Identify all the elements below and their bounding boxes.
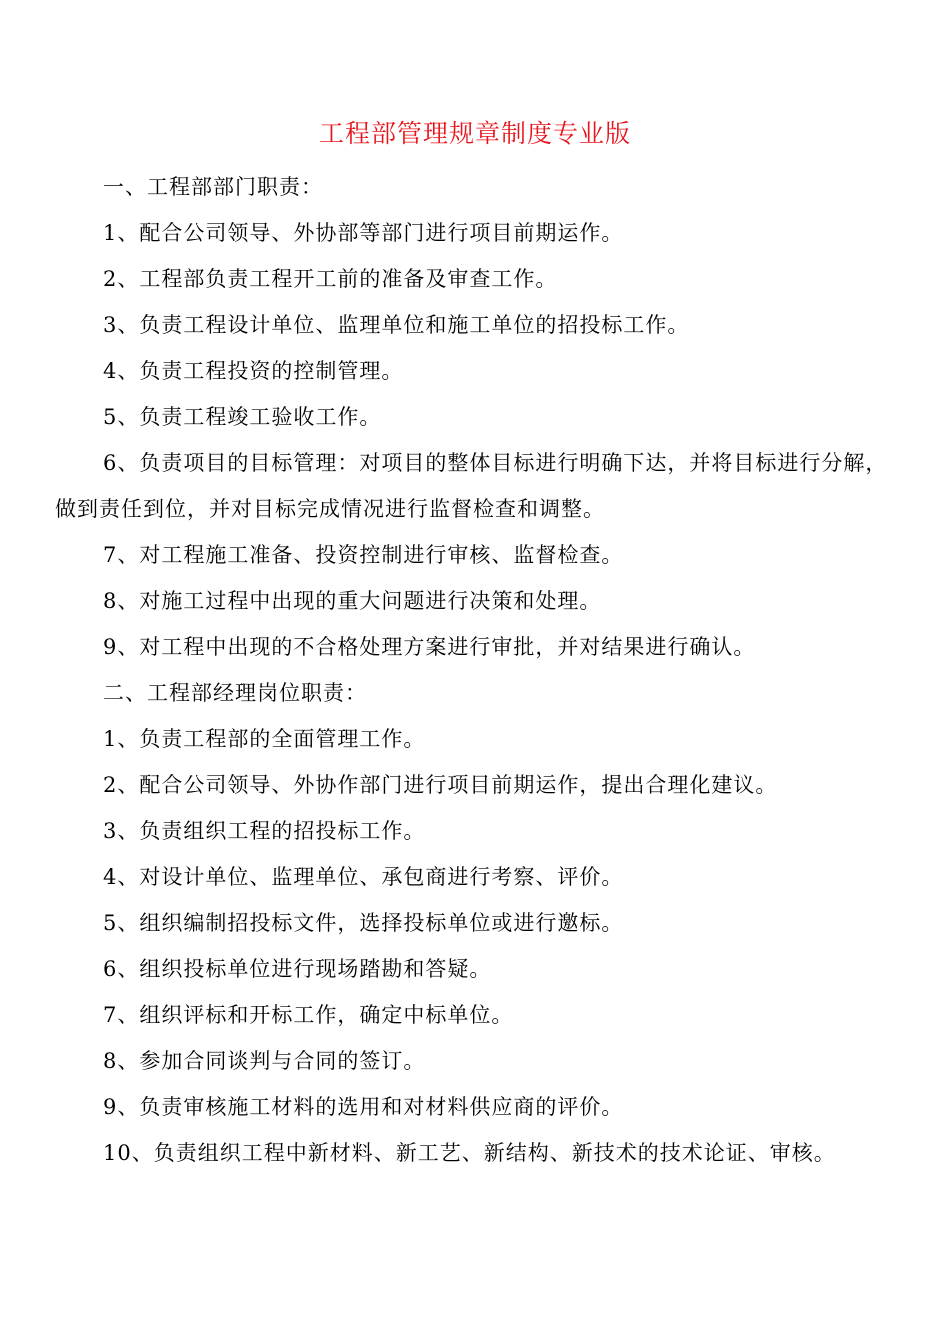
list-item: 6、组织投标单位进行现场踏勘和答疑。	[103, 957, 492, 981]
list-item: 2、工程部负责工程开工前的准备及审查工作。	[103, 267, 558, 291]
list-item: 3、负责工程设计单位、监理单位和施工单位的招投标工作。	[103, 313, 690, 337]
document-title: 工程部管理规章制度专业版	[318, 119, 631, 148]
document-body	[55, 164, 900, 1176]
list-item: 1、配合公司领导、外协部等部门进行项目前期运作。	[103, 221, 624, 245]
list-item: 4、对设计单位、监理单位、承包商进行考察、评价。	[103, 865, 624, 889]
list-item: 10、负责组织工程中新材料、新工艺、新结构、新技术的技术论证、审核。	[103, 1141, 836, 1165]
list-item: 5、负责工程竣工验收工作。	[103, 405, 382, 429]
list-item: 4、负责工程投资的控制管理。	[103, 359, 404, 383]
list-item: 9、对工程中出现的不合格处理方案进行审批，并对结果进行确认。	[103, 635, 756, 659]
list-item: 3、负责组织工程的招投标工作。	[103, 819, 426, 843]
list-item: 7、对工程施工准备、投资控制进行审核、监督检查。	[103, 543, 624, 567]
section-heading: 一、工程部部门职责：	[103, 175, 323, 199]
list-item: 9、负责审核施工材料的选用和对材料供应商的评价。	[103, 1095, 624, 1119]
list-item: 7、组织评标和开标工作，确定中标单位。	[103, 1003, 514, 1027]
list-item: 8、参加合同谈判与合同的签订。	[103, 1049, 426, 1073]
list-item: 2、配合公司领导、外协作部门进行项目前期运作，提出合理化建议。	[103, 773, 778, 797]
list-item: 5、组织编制招投标文件，选择投标单位或进行邀标。	[103, 911, 624, 935]
list-item: 8、对施工过程中出现的重大问题进行决策和处理。	[103, 589, 602, 613]
section-heading: 二、工程部经理岗位职责：	[103, 681, 367, 705]
list-item: 1、负责工程部的全面管理工作。	[103, 727, 426, 751]
list-item: 6、负责项目的目标管理：对项目的整体目标进行明确下达，并将目标进行分解，做到责任到位，并对目标完成情况进行监督检查和调整。	[55, 451, 888, 521]
